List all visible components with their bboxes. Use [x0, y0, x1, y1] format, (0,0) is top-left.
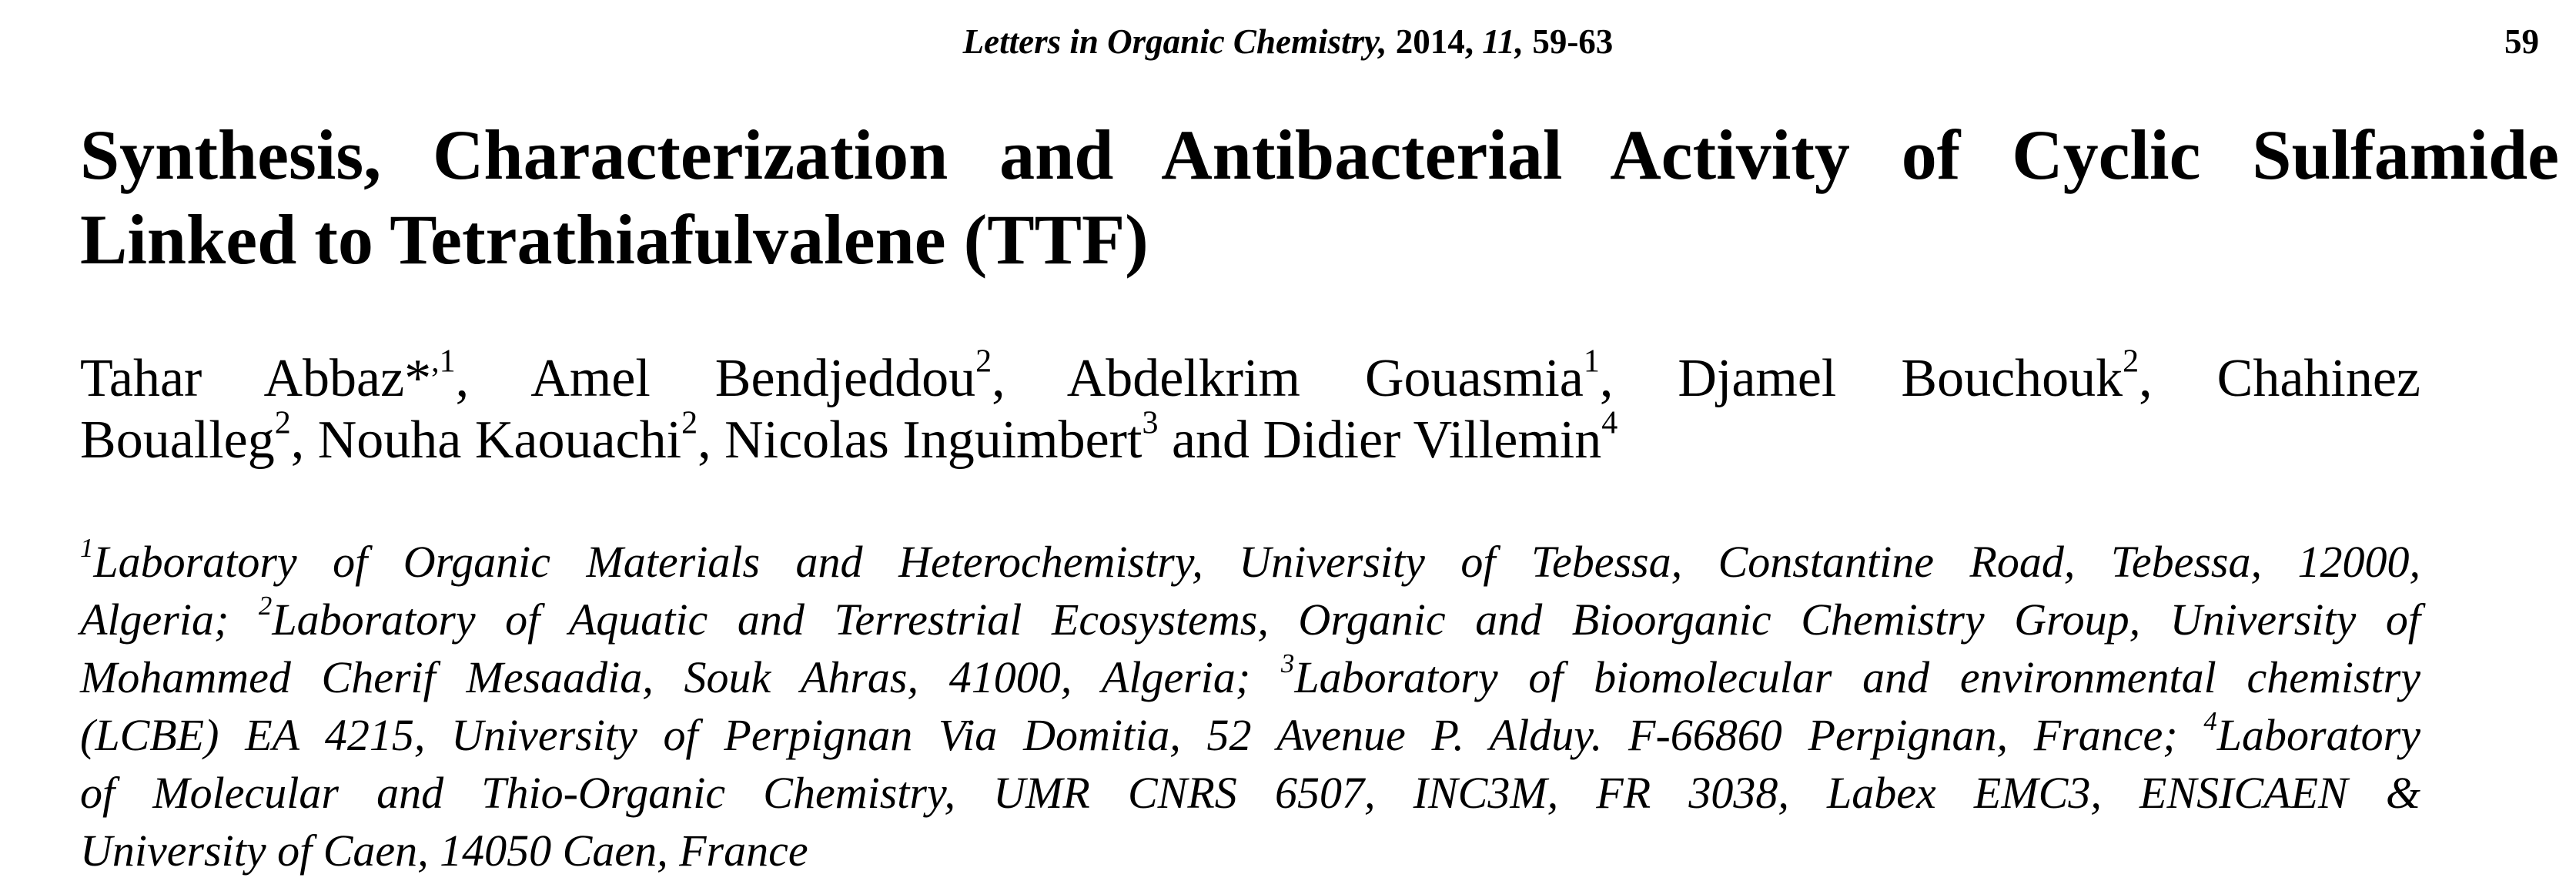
- journal-citation: [0, 18, 2576, 65]
- running-header: [0, 18, 2576, 65]
- affiliation-marker: 3: [1142, 405, 1159, 441]
- affiliation-marker: 2: [2123, 343, 2139, 380]
- author-name: , Abdelkrim Gouasmia: [992, 349, 1584, 408]
- author-name: Tahar Abbaz*: [80, 349, 432, 408]
- journal-year: 2014,: [1395, 22, 1474, 61]
- author-name: , Nouha Kaouachi: [290, 410, 682, 470]
- article-title: [80, 112, 2559, 282]
- author-name: and Didier Villemin: [1158, 410, 1602, 470]
- author-name: , Chahinez: [2139, 349, 2420, 408]
- affiliation-number: 2: [258, 590, 273, 621]
- journal-pages: 59-63: [1532, 22, 1614, 61]
- author-name: , Amel Bendjeddou: [455, 349, 976, 408]
- affiliation-text: (LCBE) EA 4215, University of Perpignan Via Domitia, 52 Avenue P. Alduy. F-66860 Perpignan, France;: [80, 710, 2204, 760]
- journal-name: Letters in Organic Chemistry,: [962, 22, 1387, 61]
- author-name: Boualleg: [80, 410, 275, 470]
- affiliation-marker: 2: [274, 405, 291, 441]
- affiliation-line-6: University of Caen, 14050 Caen, France: [80, 826, 808, 876]
- title-line-2: Linked to Tetrathiafulvalene (TTF): [80, 200, 1149, 279]
- affiliation-marker: ,1: [431, 343, 456, 380]
- author-line-2: [80, 405, 2420, 471]
- author-name: , Nicolas Inguimbert: [698, 410, 1142, 470]
- affiliation-marker: 4: [1601, 405, 1618, 441]
- affiliation-text: Laboratory of biomolecular and environmental chemistry: [1294, 652, 2420, 702]
- affiliation-line-3: [80, 648, 2420, 706]
- author-name: , Djamel Bouchouk: [1599, 349, 2123, 408]
- affiliation-line-2: [80, 591, 2420, 648]
- affiliation-marker: 2: [681, 405, 698, 441]
- journal-volume: 11,: [1482, 22, 1524, 61]
- affiliation-number: 4: [2203, 705, 2217, 736]
- affiliation-marker: 1: [1583, 343, 1600, 380]
- affiliation-text: Algeria;: [80, 595, 259, 645]
- affiliation-number: 1: [80, 532, 94, 563]
- author-line-1: [80, 343, 2420, 410]
- affiliation-text: Laboratory of Aquatic and Terrestrial Ecosystems, Organic and Bioorganic Chemistry Group, University of: [272, 595, 2421, 645]
- affiliation-line-1: [80, 533, 2420, 591]
- affiliation-text: Laboratory of Organic Materials and Heterochemistry, University of Tebessa, Constantine Road, Tebessa, 12000,: [93, 537, 2420, 587]
- affiliation-text: Mohammed Cherif Mesaadia, Souk Ahras, 41000, Algeria;: [80, 652, 1281, 702]
- affiliation-line-4: [80, 706, 2420, 764]
- affiliation-text: Laboratory: [2216, 710, 2420, 760]
- page-number: 59: [2504, 22, 2539, 61]
- affiliation-line-5: of Molecular and Thio-Organic Chemistry, UMR CNRS 6507, INC3M, FR 3038, Labex EMC3, ENSICAEN &: [80, 768, 2420, 818]
- affiliation-marker: 2: [975, 343, 992, 380]
- author-list: [80, 343, 2420, 471]
- title-line-1: Synthesis, Characterization and Antibacterial Activity of Cyclic Sulfamide: [80, 116, 2559, 194]
- affiliation-block: [80, 533, 2420, 879]
- affiliation-number: 3: [1280, 648, 1295, 678]
